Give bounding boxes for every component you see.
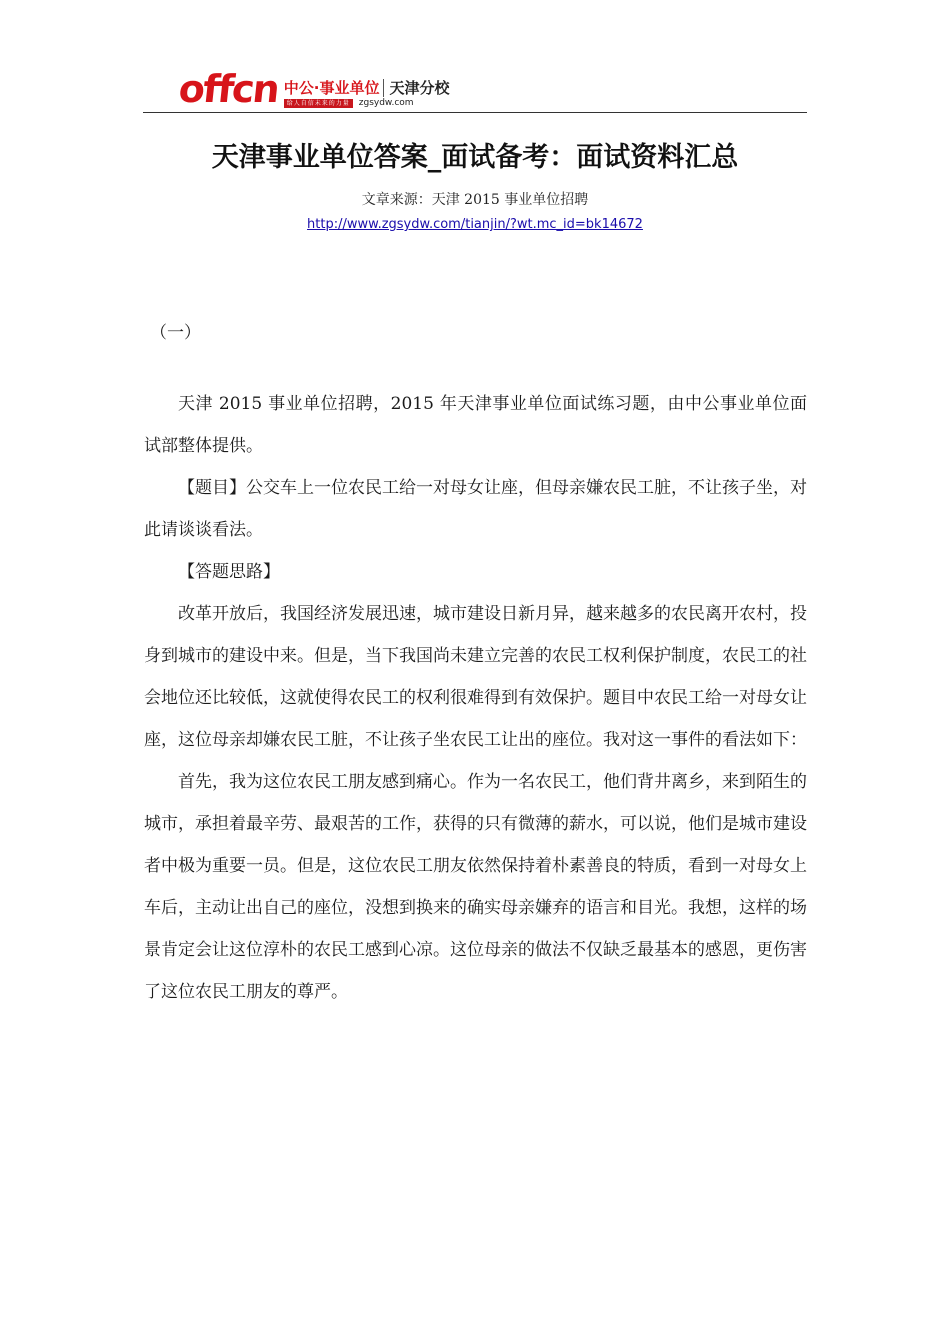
section-marker: （一） <box>150 323 201 343</box>
source-line: 文章来源：天津 2015 事业单位招聘 <box>361 192 589 208</box>
header-divider <box>143 112 807 113</box>
source-url-line <box>0 215 950 235</box>
logo-branch: 天津分校 <box>383 79 449 97</box>
paragraph: 首先，我为这位农民工朋友感到痛心。作为一名农民工，他们背井离乡，来到陌生的城市，承担着最辛劳、最艰苦的工作，获得的只有微薄的薪水，可以说，他们是城市建设者中极为重要一员。但是，这位农民工朋友依然保持着朴素善良的特质，看到一对母女上车后，主动让出自己的座位，没想到换来的确实母亲嫌弃的语言和目光。我想，这样的场景肯定会让这位淳朴的农民工感到心凉。这位母亲的做法不仅缺乏最基本的感恩，更伤害了这位农民工朋友的尊严。 <box>144 772 807 1002</box>
article-title: 天津事业单位答案_面试备考：面试资料汇总 <box>211 142 739 174</box>
logo-side <box>284 68 450 108</box>
logo-brand-row <box>284 79 450 97</box>
offcn-logo[interactable] <box>176 64 450 111</box>
paragraph: 【答题思路】 <box>178 562 280 582</box>
paragraph: 天津 2015 事业单位招聘，2015 年天津事业单位面试练习题，由中公事业单位面试部整体提供。 <box>144 394 807 456</box>
logo-domain: zgsydw.com <box>358 98 414 108</box>
logo-brand: 中公·事业单位 <box>283 79 380 97</box>
page-header <box>143 58 807 113</box>
paragraph: 改革开放后，我国经济发展迅速，城市建设日新月异，越来越多的农民离开农村，投身到城市的建设中来。但是，当下我国尚未建立完善的农民工权利保护制度，农民工的社会地位还比较低，这就使得农民工的权利很难得到有效保护。题目中农民工给一对母女让座，这位母亲却嫌农民工脏，不让孩子坐农民工让出的座位。我对这一事件的看法如下： <box>144 604 807 750</box>
source-link[interactable]: http://www.zgsydw.com/tianjin/?wt.mc_id=bk14672 <box>307 217 643 232</box>
article-body <box>144 383 807 1013</box>
paragraph: 【题目】公交车上一位农民工给一对母女让座，但母亲嫌农民工脏，不让孩子坐，对此请谈谈看法。 <box>144 478 807 540</box>
logo-tagline: 给人自信未来的力量 <box>284 99 353 108</box>
logo-wordmark: offcn <box>176 67 281 111</box>
logo-sub-row <box>284 99 450 108</box>
